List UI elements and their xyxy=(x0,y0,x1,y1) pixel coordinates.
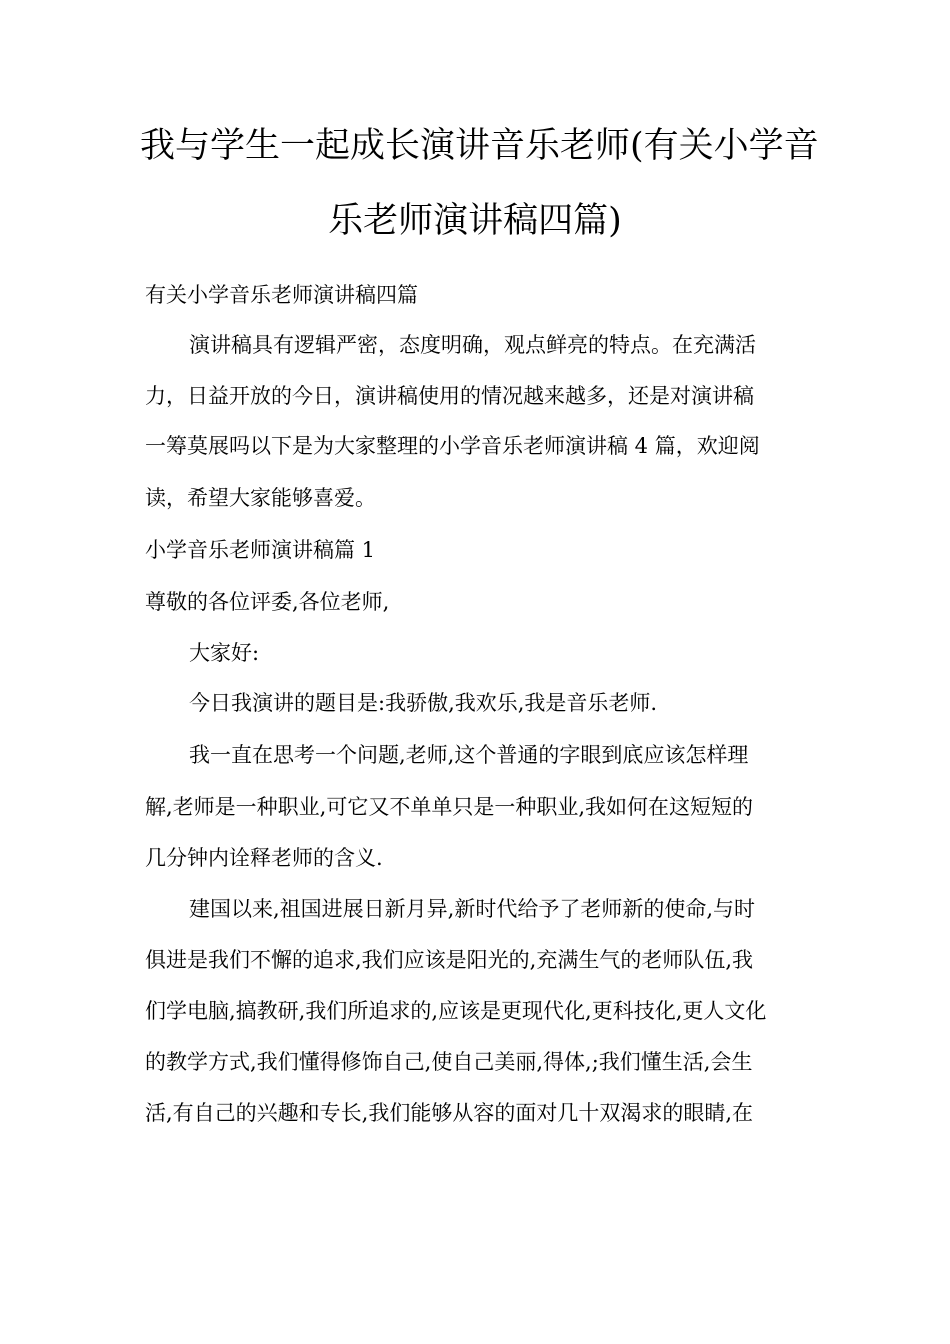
body-line: 今日我演讲的题目是:我骄傲,我欢乐,我是音乐老师. xyxy=(189,691,658,715)
greeting: 大家好: xyxy=(189,641,260,665)
body-line: 演讲稿具有逻辑严密，态度明确，观点鲜亮的特点。在充满活 xyxy=(189,333,756,357)
body-line: 活,有自己的兴趣和专长,我们能够从容的面对几十双渴求的眼睛,在 xyxy=(145,1101,754,1125)
document-title-line-2: 乐老师演讲稿四篇) xyxy=(328,201,622,241)
body-line: 我一直在思考一个问题,老师,这个普通的字眼到底应该怎样理 xyxy=(189,743,749,767)
section-heading: 小学音乐老师演讲稿篇 1 xyxy=(145,538,376,562)
salutation: 尊敬的各位评委,各位老师, xyxy=(145,590,390,614)
body-line: 几分钟内诠释老师的含义. xyxy=(145,846,383,870)
body-line: 力，日益开放的今日，演讲稿使用的情况越来越多，还是对演讲稿 xyxy=(145,384,754,408)
body-line: 解,老师是一种职业,可它又不单单只是一种职业,我如何在这短短的 xyxy=(145,795,754,819)
body-line: 俱进是我们不懈的追求,我们应该是阳光的,充满生气的老师队伍,我 xyxy=(145,948,754,972)
document-title-line-1: 我与学生一起成长演讲音乐老师(有关小学音 xyxy=(140,126,819,166)
body-line: 的教学方式,我们懂得修饰自己,使自己美丽,得体,;我们懂生活,会生 xyxy=(145,1050,753,1074)
body-line: 读，希望大家能够喜爱。 xyxy=(145,486,376,510)
body-line: 们学电脑,搞教研,我们所追求的,应该是更现代化,更科技化,更人文化 xyxy=(145,999,767,1023)
body-line: 建国以来,祖国进展日新月异,新时代给予了老师新的使命,与时 xyxy=(189,897,756,921)
subtitle-heading: 有关小学音乐老师演讲稿四篇 xyxy=(145,283,418,307)
body-line: 一筹莫展吗以下是为大家整理的小学音乐老师演讲稿 4 篇，欢迎阅 xyxy=(145,434,760,458)
